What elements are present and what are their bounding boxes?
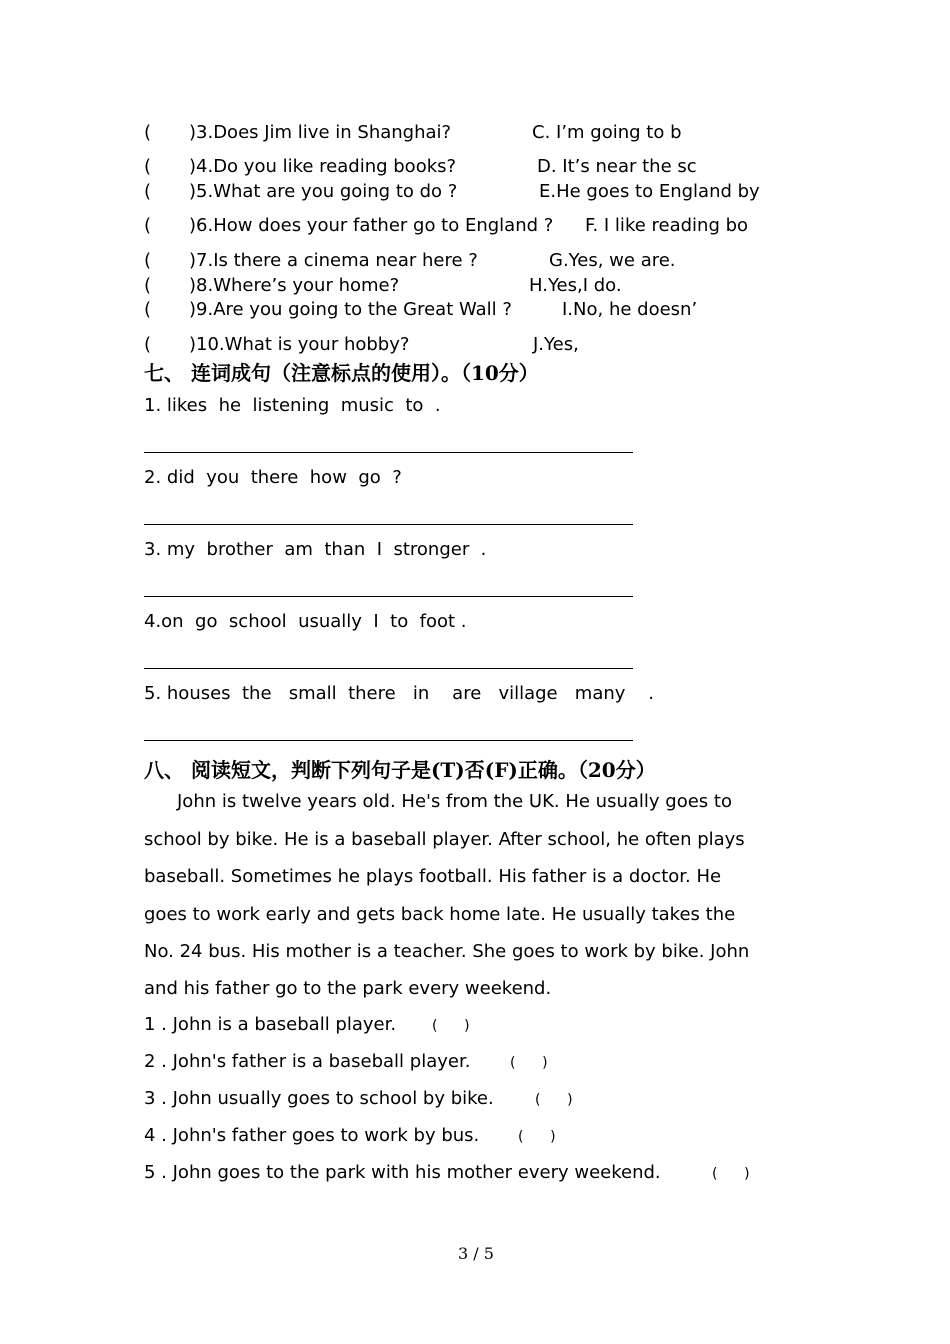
answer-line[interactable]: [144, 524, 633, 525]
match-option: C. I’m going to b: [532, 122, 682, 143]
scrambled-sentence: 1. likes he listening music to .: [144, 395, 441, 416]
scrambled-sentence: 3. my brother am than I stronger .: [144, 539, 487, 560]
answer-paren: (: [144, 156, 152, 177]
tf-answer-blank[interactable]: ( ): [432, 1018, 470, 1034]
match-option: I.No, he doesn’: [562, 299, 698, 320]
passage-line: No. 24 bus. His mother is a teacher. She goes to work by bike. John: [144, 941, 750, 962]
answer-paren: (: [144, 122, 152, 143]
answer-line[interactable]: [144, 596, 633, 597]
match-option: J.Yes,: [533, 334, 579, 355]
match-question: )10.What is your hobby?: [189, 334, 410, 355]
answer-line[interactable]: [144, 740, 633, 741]
match-question: )5.What are you going to do ?: [189, 181, 458, 202]
answer-paren: (: [144, 250, 152, 271]
tf-question-text: 4 . John's father goes to work by bus.: [144, 1125, 480, 1146]
answer-paren: (: [144, 299, 152, 320]
answer-paren: (: [144, 215, 152, 236]
tf-question-text: 2 . John's father is a baseball player.: [144, 1051, 471, 1072]
match-option: G.Yes, we are.: [549, 250, 676, 271]
answer-line[interactable]: [144, 452, 633, 453]
tf-question-text: 1 . John is a baseball player.: [144, 1014, 397, 1035]
tf-answer-blank[interactable]: ( ): [712, 1166, 750, 1182]
scrambled-sentence: 2. did you there how go ?: [144, 467, 402, 488]
scrambled-sentence: 5. houses the small there in are village many .: [144, 683, 655, 704]
match-question: )7.Is there a cinema near here ?: [189, 250, 478, 271]
match-question: )9.Are you going to the Great Wall ?: [189, 299, 512, 320]
passage-line: John is twelve years old. He's from the UK. He usually goes to: [177, 791, 732, 812]
match-option: F. I like reading bo: [585, 215, 749, 236]
answer-line[interactable]: [144, 668, 633, 669]
passage-line: goes to work early and gets back home late. He usually takes the: [144, 904, 736, 925]
match-option: E.He goes to England by: [539, 181, 760, 202]
tf-question-text: 5 . John goes to the park with his mother every weekend.: [144, 1162, 661, 1183]
tf-answer-blank[interactable]: ( ): [518, 1129, 556, 1145]
passage-line: and his father go to the park every weekend.: [144, 978, 552, 999]
match-question: )8.Where’s your home?: [189, 275, 400, 296]
scrambled-sentence: 4.on go school usually I to foot .: [144, 611, 467, 632]
match-option: H.Yes,I do.: [529, 275, 622, 296]
answer-paren: (: [144, 275, 152, 296]
tf-question-text: 3 . John usually goes to school by bike.: [144, 1088, 494, 1109]
match-question: )6.How does your father go to England ?: [189, 215, 554, 236]
answer-paren: (: [144, 334, 152, 355]
section-8-heading: 八、 阅读短文，判断下列句子是(T)否(F)正确。（20分）: [144, 758, 656, 782]
page-number: 3 / 5: [458, 1244, 494, 1263]
match-option: D. It’s near the sc: [537, 156, 697, 177]
tf-answer-blank[interactable]: ( ): [510, 1055, 548, 1071]
answer-paren: (: [144, 181, 152, 202]
passage-line: school by bike. He is a baseball player. After school, he often plays: [144, 829, 745, 850]
section-7-heading: 七、 连词成句（注意标点的使用）。（10分）: [144, 361, 539, 385]
match-question: )4.Do you like reading books?: [189, 156, 457, 177]
passage-line: baseball. Sometimes he plays football. His father is a doctor. He: [144, 866, 722, 887]
match-question: )3.Does Jim live in Shanghai?: [189, 122, 452, 143]
tf-answer-blank[interactable]: ( ): [535, 1092, 573, 1108]
